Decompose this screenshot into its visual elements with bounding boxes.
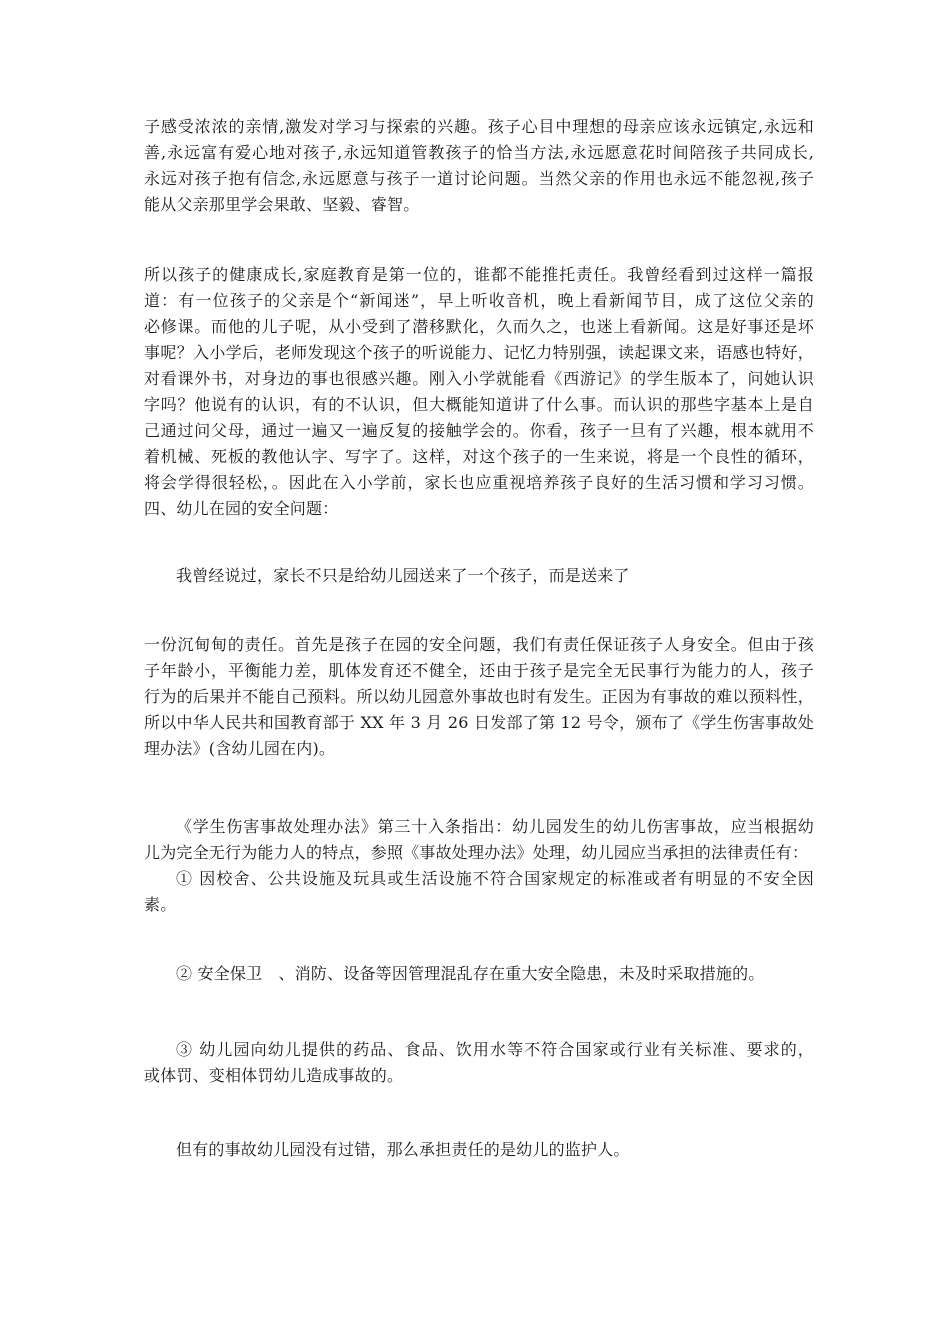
list-item: ③ 幼儿园向幼儿提供的药品、食品、饮用水等不符合国家或行业有关标准、要求的， [176,1040,814,1059]
text-line: 子感受浓浓的亲情,激发对学习与探索的兴趣。孩子心目中理想的母亲应该永远镇定,永远和 [144,117,814,136]
text-line: 所以中华人民共和国教育部于 XX 年 3 月 26 日发部了第 12 号令，颁布了《学生伤害事故处 [144,713,814,732]
text-line: 道：有一位孩子的父亲是个“新闻迷”，早上听收音机，晚上看新闻节目，成了这位父亲的 [144,291,814,310]
text-line: 事呢？入小学后，老师发现这个孩子的听说能力、记忆力特别强，读起课文来，语感也特好， [144,343,814,362]
list-item-two [144,961,814,987]
paragraph-responsibility-intro [144,563,814,589]
text-line: 《学生伤害事故处理办法》第三十入条指出：幼儿园发生的幼儿伤害事故，应当根据幼 [176,817,814,836]
text-line: 我曾经说过，家长不只是给幼儿园送来了一个孩子，而是送来了 [176,566,630,585]
text-line: 但有的事故幼儿园没有过错，那么承担责任的是幼儿的监护人。 [176,1140,630,1159]
text-line: 行为的后果并不能自己预料。所以幼儿园意外事故也时有发生。正因为有事故的难以预料性， [144,687,814,706]
text-line: 永远对孩子抱有信念,永远愿意与孩子一道讨论问题。当然父亲的作用也永远不能忽视,孩子 [144,169,814,188]
text-line: 将会学得很轻松，。因此在入小学前，家长也应重视培养孩子良好的生活习惯和学习习惯。 [144,473,814,492]
text-line: 必修课。而他的儿子呢，从小受到了潜移默化，久而久之，也迷上看新闻。这是好事还是坏 [144,317,814,336]
paragraph-mother-role [144,114,814,218]
paragraph-regulation-article [144,814,814,918]
list-item-continued: 或体罚、变相体罚幼儿造成事故的。 [144,1066,404,1085]
list-item-continued: 素。 [144,895,177,914]
text-line: 一份沉甸甸的责任。首先是孩子在园的安全问题，我们有责任保证孩子人身安全。但由于孩 [144,635,814,654]
text-line: 所以孩子的健康成长,家庭教育是第一位的，谁都不能推托责任。我曾经看到过这样一篇报 [144,265,814,284]
text-line: 对看课外书，对身边的事也很感兴趣。刚入小学就能看《西游记》的学生版本了，问她认识 [144,369,814,388]
section-heading: 四、幼儿在园的安全问题： [144,499,339,518]
paragraph-guardian-responsibility [144,1137,814,1163]
list-item: ① 因校舍、公共设施及玩具或生活设施不符合国家规定的标准或者有明显的不安全因 [176,869,814,888]
paragraph-family-education [144,262,814,522]
list-item: ② 安全保卫 、消防、设备等因管理混乱存在重大安全隐患，未及时采取措施的。 [176,964,765,983]
list-item-three [144,1037,814,1089]
text-line: 字吗？他说有的认识，有的不认识，但大概能知道讲了什么事。而认识的那些字基本上是自 [144,395,814,414]
text-line: 己通过问父母，通过一遍又一遍反复的接触学会的。你看，孩子一旦有了兴趣，根本就用不 [144,421,814,440]
text-line: 子年龄小，平衡能力差，肌体发育还不健全，还由于孩子是完全无民事行为能力的人，孩子 [144,661,814,680]
text-line: 能从父亲那里学会果敢、坚毅、睿智。 [144,195,420,214]
text-line: 理办法》(含幼儿园在内)。 [144,739,336,758]
text-line: 着机械、死板的教他认字、写字了。这样，对这个孩子的一生来说，将是一个良性的循环， [144,447,814,466]
text-line: 善,永远富有爱心地对孩子,永远知道管教孩子的恰当方法,永远愿意花时间陪孩子共同成长, [144,143,814,162]
text-line: 儿为完全无行为能力人的特点，参照《事故处理办法》处理，幼儿园应当承担的法律责任有： [144,843,809,862]
paragraph-safety-issue [144,632,814,762]
